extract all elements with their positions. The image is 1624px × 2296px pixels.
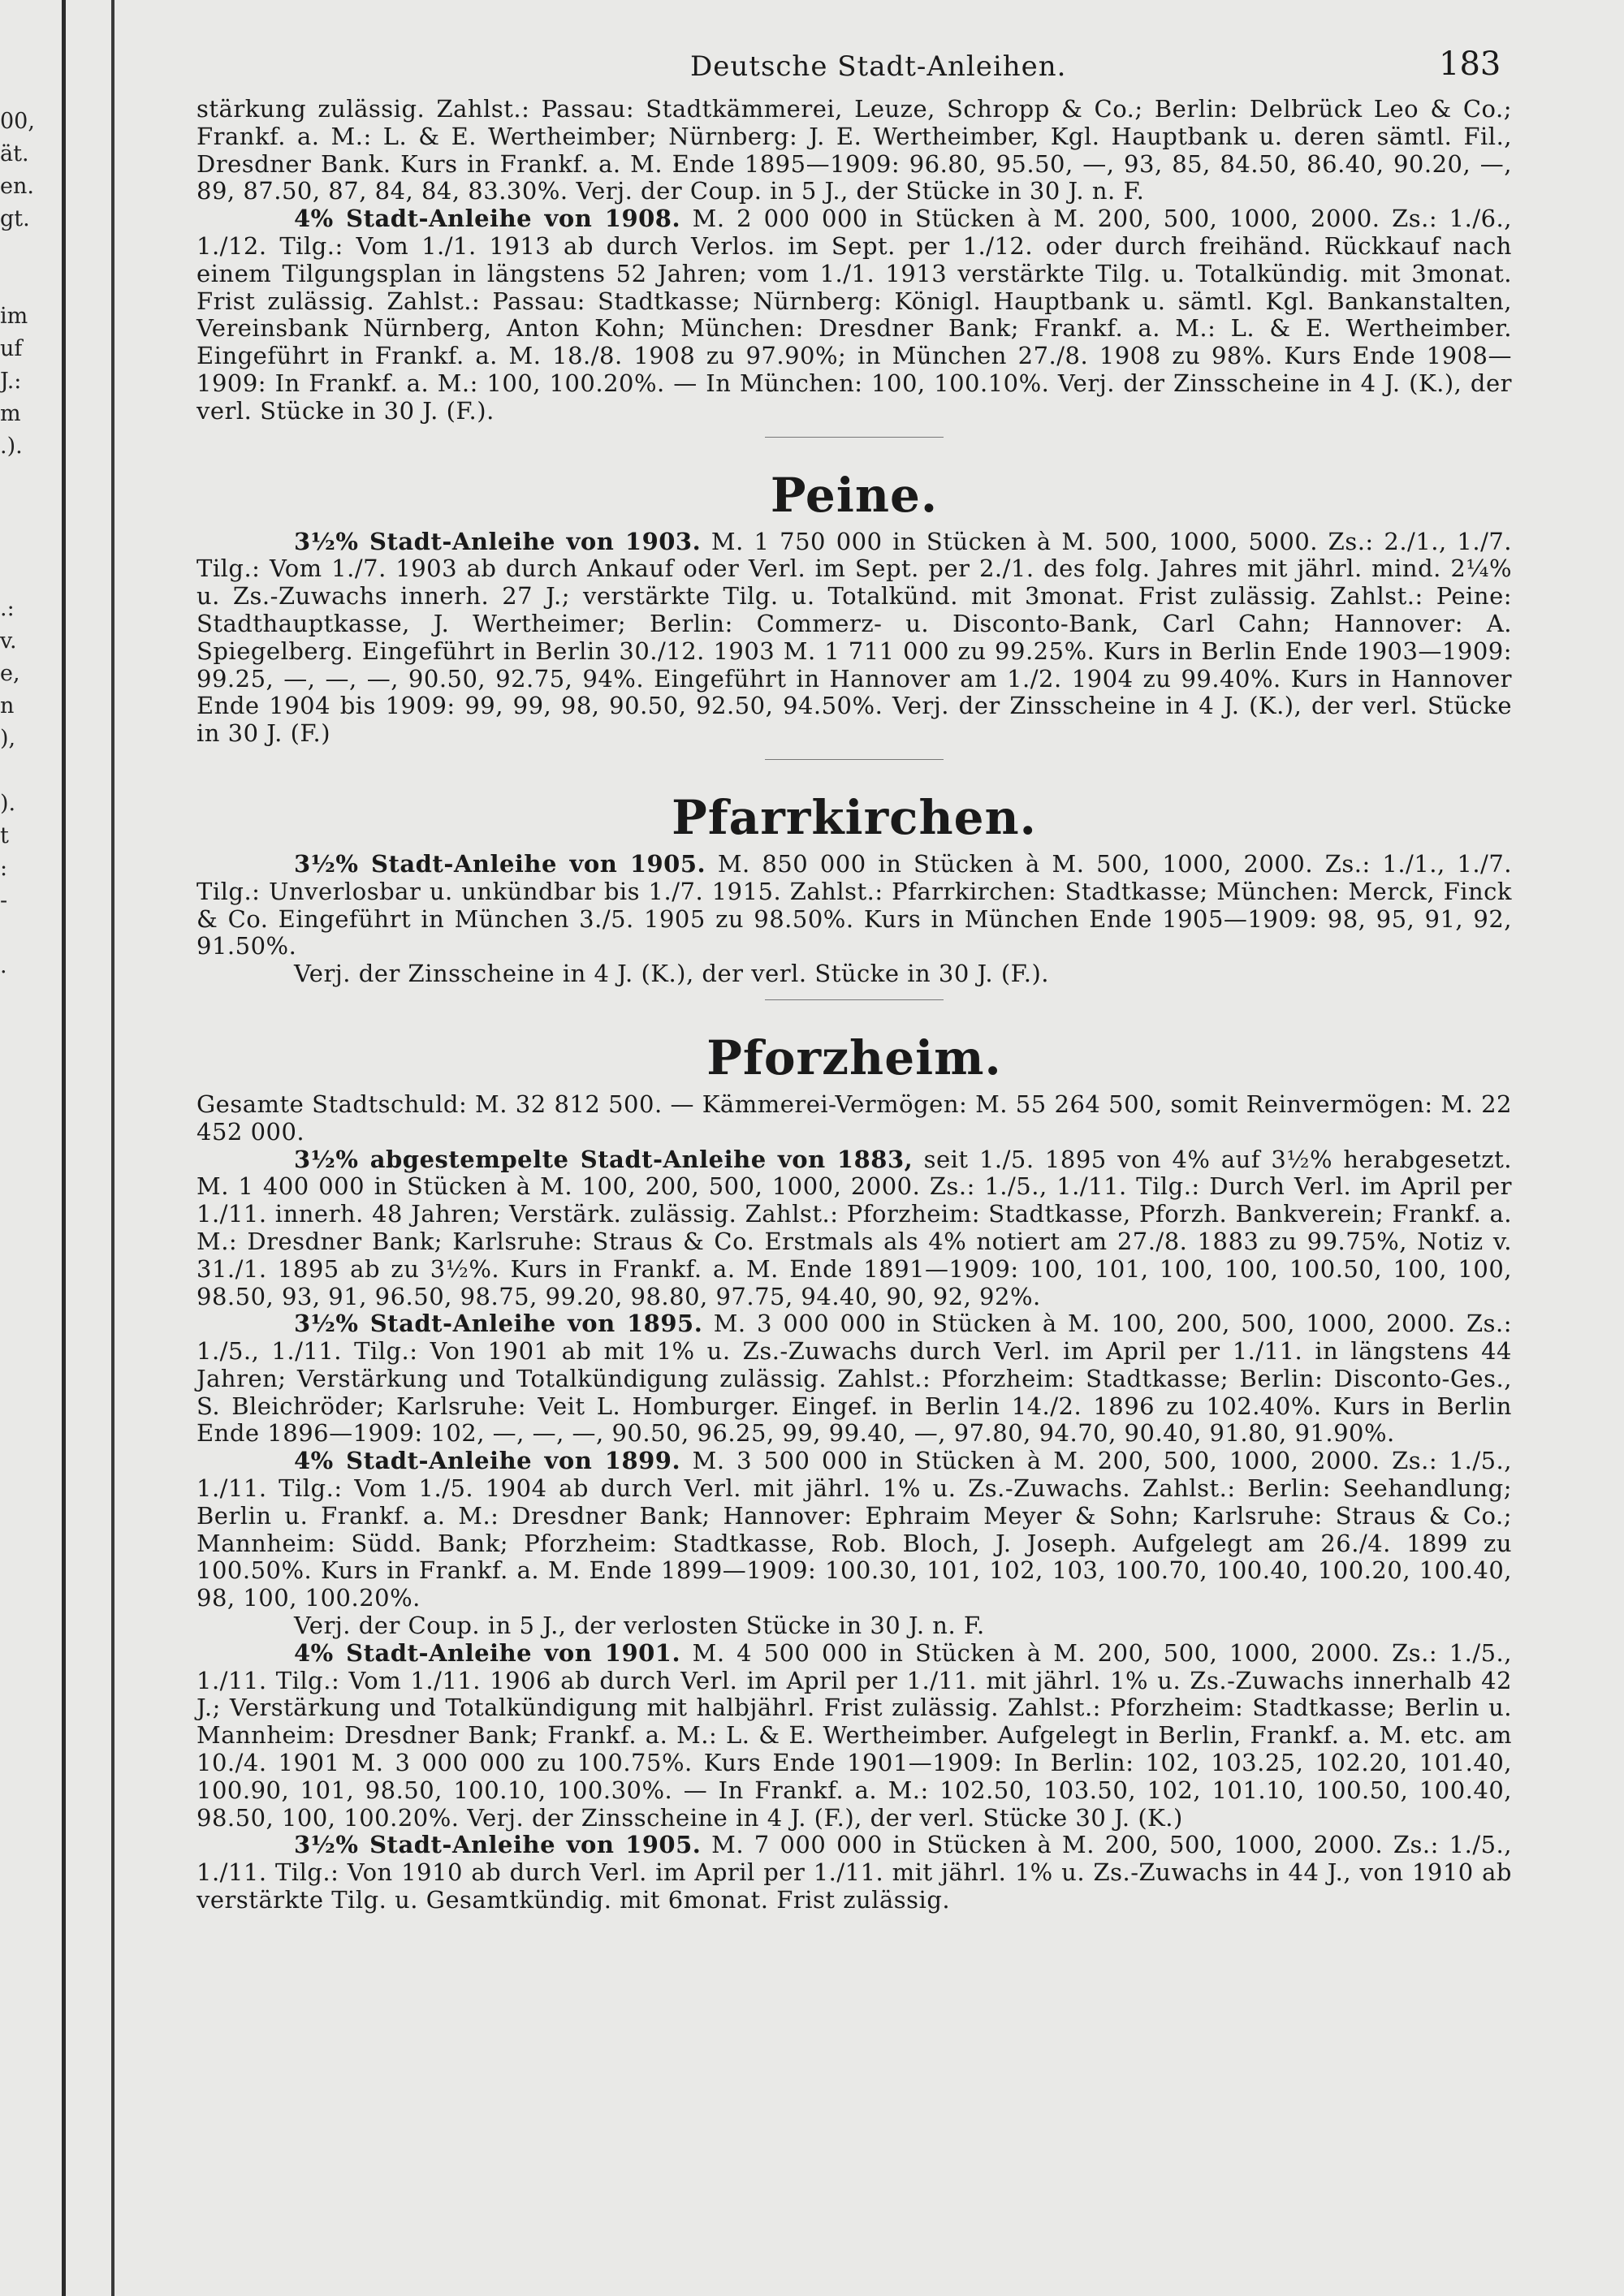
pforzheim-bond-1883 xyxy=(197,1146,1512,1311)
pfarrkirchen-verjaehrung: Verj. der Zinsscheine in 4 J. (K.), der verl. Stücke in 30 J. (F.). xyxy=(294,960,1050,988)
city-heading-peine: Peine. xyxy=(770,467,939,523)
pforzheim-debt-summary: Gesamte Stadtschuld: M. 32 812 500. — Kämmerei-Vermögen: M. 55 264 500, somit Reinvermögen: M. 22 452 000. xyxy=(197,1090,1512,1146)
pfarrkirchen-section xyxy=(197,791,1512,1000)
pforzheim-section xyxy=(197,1031,1512,1914)
passau-section xyxy=(197,96,1512,438)
passau-continuation-text: stärkung zulässig. Zahlst.: Passau: Stadtkämmerei, Leuze, Schropp & Co.; Berlin: Delbrück Leo & Co.; Frankf. a. M.: L. & E. Wertheimber; Nürnberg: J. E. Wertheimber, Kgl. Hauptbank u. deren sämtl. Fil., Dresdner Bank. Kurs in Frankf. a. M. Ende 1895—1909: 96.80, 95.50, —, 93, 85, 84.50, 86.40, 90.20, —, 89, 87.50, 87, 84, 84, 83.30%. Verj. der Coup. in 5 J., der Stücke in 30 J. n. F. xyxy=(197,95,1512,205)
passau-bond-1908 xyxy=(197,205,1512,425)
bond-text: M. 4 500 000 in Stücken à M. 200, 500, 1000, 2000. Zs.: 1./5., 1./11. Tilg.: Vom 1./11. 1906 ab durch Verl. im April per 1./11. mit jährl. 1% u. Zs.-Zuwachs innerhalb 42 J.; Verstärkung und Totalkündigung mit halbjährl. Frist zulässig. Zahlst.: Pforzheim: Stadtkasse; Berlin u. Mannheim: Dresdner Bank; Frankf. a. M.: L. & E. Wertheimber. Aufgelegt in Berlin, Frankf. a. M. etc. am 10./4. 1901 M. 3 000 000 zu 100.75%. Kurs Ende 1901—1909: In Berlin: 102, 103.25, 102.20, 101.40, 100.90, 101, 98.50, 100.10, 100.30%. — In Frankf. a. M.: 102.50, 103.50, 102, 101.10, 100.50, 100.40, 98.50, 100, 100.20%. Verj. der Zinsscheine in 4 J. (F.), der verl. Stücke 30 J. (K.) xyxy=(197,1638,1512,1832)
section-divider xyxy=(765,437,944,438)
bond-text: M. 3 500 000 in Stücken à M. 200, 500, 1000, 2000. Zs.: 1./5., 1./11. Tilg.: Vom 1./5. 1904 ab durch Verl. mit jährl. 1% u. Zs.-Zuwachs. Zahlst.: Berlin: Seehandlung; Berlin u. Frankf. a. M.: Dresdner Bank; Hannover: Ephraim Meyer & Sohn; Karlsruhe: Straus & Co.; Mannheim: Südd. Bank; Pforzheim: Stadtkasse, Rob. Bloch, J. Joseph. Aufgelegt am 26./4. 1899 zu 100.50%. Kurs in Frankf. a. M. Ende 1899—1909: 100.30, 101, 102, 103, 100.70, 100.40, 100.20, 100.40, 98, 100, 100.20%. xyxy=(197,1447,1512,1612)
bond-title: 3½% Stadt-Anleihe von 1905. xyxy=(294,1831,702,1859)
bond-text: M. 7 000 000 in Stücken à M. 200, 500, 1000, 2000. Zs.: 1./5., 1./11. Tilg.: Von 1910 ab durch Verl. im April per 1./11. mit jährl. 1% u. Zs.-Zuwachs in 44 J., von 1910 ab verstärkte Tilg. u. Gesamtkündig. mit 6monat. Frist zulässig. xyxy=(197,1831,1512,1914)
pforzheim-bond-1899-verjaehrung: Verj. der Coup. in 5 J., der verlosten Stücke in 30 J. n. F. xyxy=(294,1612,985,1640)
bond-text: M. 850 000 in Stücken à M. 500, 1000, 2000. Zs.: 1./1., 1./7. Tilg.: Unverlosbar u. unkündbar bis 1./7. 1915. Zahlst.: Pfarrkirchen: Stadtkasse; München: Merck, Finck & Co. Eingeführt in München 3./5. 1905 zu 98.50%. Kurs in München Ende 1905—1909: 98, 95, 91, 92, 91.50%. xyxy=(197,849,1512,960)
pfarrkirchen-bond-1905 xyxy=(197,851,1512,960)
section-divider xyxy=(765,999,944,1000)
pforzheim-bond-1905 xyxy=(197,1832,1512,1914)
bond-title: 4% Stadt-Anleihe von 1908. xyxy=(294,205,681,233)
bond-title: 3½% Stadt-Anleihe von 1895. xyxy=(294,1310,703,1338)
binding-edge xyxy=(62,0,66,2296)
bond-text: M. 1 750 000 in Stücken à M. 500, 1000, 5000. Zs.: 2./1., 1./7. Tilg.: Vom 1./7. 1903 ab durch Ankauf oder Verl. im Sept. per 2./1. des folg. Jahres mit jährl. mind. 2¼% u. Zs.-Zuwachs innerh. 27 J.; verstärkte Tilg. u. Totalkünd. mit 3monat. Frist zulässig. Zahlst.: Peine: Stadthauptkasse, J. Wertheimer; Berlin: Commerz- u. Disconto-Bank, Carl Cahn; Hannover: A. Spiegelberg. Eingeführt in Berlin 30./12. 1903 M. 1 711 000 zu 99.25%. Kurs in Berlin Ende 1903—1909: 99.25, —, —, —, 90.50, 92.75, 94%. Eingeführt in Hannover am 1./2. 1904 zu 99.40%. Kurs in Hannover Ende 1904 bis 1909: 99, 99, 98, 90.50, 92.50, 94.50%. Verj. der Zinsscheine in 4 J. (K.), der verl. Stücke in 30 J. (F.) xyxy=(197,527,1513,748)
city-heading-pforzheim: Pforzheim. xyxy=(706,1029,1002,1085)
previous-page-fragment: 00, ät. en. gt. im uf J.: m .). .: v. e, n ), ). t : - . xyxy=(0,109,35,978)
city-heading-pfarrkirchen: Pfarrkirchen. xyxy=(672,789,1037,845)
page-content xyxy=(197,96,1512,1914)
bond-title: 4% Stadt-Anleihe von 1899. xyxy=(294,1447,681,1475)
section-divider xyxy=(765,759,944,760)
bond-title: 3½% abgestempelte Stadt-Anleihe von 1883, xyxy=(294,1145,914,1173)
page-number: 183 xyxy=(1439,45,1501,83)
bond-title: 3½% Stadt-Anleihe von 1903. xyxy=(294,527,702,555)
pforzheim-bond-1901 xyxy=(197,1640,1512,1832)
bond-text: M. 2 000 000 in Stücken à M. 200, 500, 1000, 2000. Zs.: 1./6., 1./12. Tilg.: Vom 1./1. 1913 ab durch Verlos. im Sept. per 1./12. oder durch freihänd. Rückkauf nach einem Tilgungsplan in längstens 52 Jahren; vom 1./1. 1913 verstärkte Tilg. u. Totalkündig. mit 3monat. Frist zulässig. Zahlst.: Passau: Stadtkasse; Nürnberg: Königl. Hauptbank u. sämtl. Kgl. Bankanstalten, Vereinsbank Nürnberg, Anton Kohn; München: Dresdner Bank; Frankf. a. M.: L. & E. Wertheimber. Eingeführt in Frankf. a. M. 18./8. 1908 zu 97.90%; in München 27./8. 1908 zu 98%. Kurs Ende 1908—1909: In Frankf. a. M.: 100, 100.20%. — In München: 100, 100.10%. Verj. der Zinsscheine in 4 J. (K.), der verl. Stücke in 30 J. (F.). xyxy=(197,205,1512,425)
bond-title: 3½% Stadt-Anleihe von 1905. xyxy=(294,849,706,878)
bond-title: 4% Stadt-Anleihe von 1901. xyxy=(294,1638,681,1667)
page-edge-line xyxy=(111,0,114,2296)
running-head: Deutsche Stadt-Anleihen. xyxy=(690,50,1067,83)
bond-text: M. 3 000 000 in Stücken à M. 100, 200, 500, 1000, 2000. Zs.: 1./5., 1./11. Tilg.: Von 1901 ab mit 1% u. Zs.-Zuwachs durch Verl. im April per 1./11. in längstens 44 Jahren; Verstärkung und Totalkündigung zulässig. Zahlst.: Pforzheim: Stadtkasse; Berlin: Disconto-Ges., S. Bleichröder; Karlsruhe: Veit L. Homburger. Eingef. in Berlin 14./2. 1896 zu 102.40%. Kurs in Berlin Ende 1896—1909: 102, —, —, —, 90.50, 96.25, 99, 99.40, —, 97.80, 94.70, 90.40, 91.80, 91.90%. xyxy=(197,1310,1512,1448)
pforzheim-bond-1899 xyxy=(197,1448,1512,1612)
pforzheim-bond-1895 xyxy=(197,1310,1512,1448)
bond-text: seit 1./5. 1895 von 4% auf 3½% herabgesetzt. M. 1 400 000 in Stücken à M. 100, 200, 500, 1000, 2000. Zs.: 1./5., 1./11. Tilg.: Durch Verl. im April per 1./11. innerh. 48 Jahren; Verstärk. zulässig. Zahlst.: Pforzheim: Stadtkasse, Pforzh. Bankverein; Frankf. a. M.: Dresdner Bank; Karlsruhe: Straus & Co. Erstmals als 4% notiert am 27./8. 1883 zu 99.75%, Notiz v. 31./1. 1895 ab zu 3½%. Kurs in Frankf. a. M. Ende 1891—1909: 100, 101, 100, 100, 100.50, 100, 100, 98.50, 93, 91, 96.50, 98.75, 99.20, 98.80, 97.75, 94.40, 90, 92, 92%. xyxy=(197,1145,1513,1310)
peine-bond-1903 xyxy=(197,529,1512,748)
peine-section xyxy=(197,468,1512,760)
